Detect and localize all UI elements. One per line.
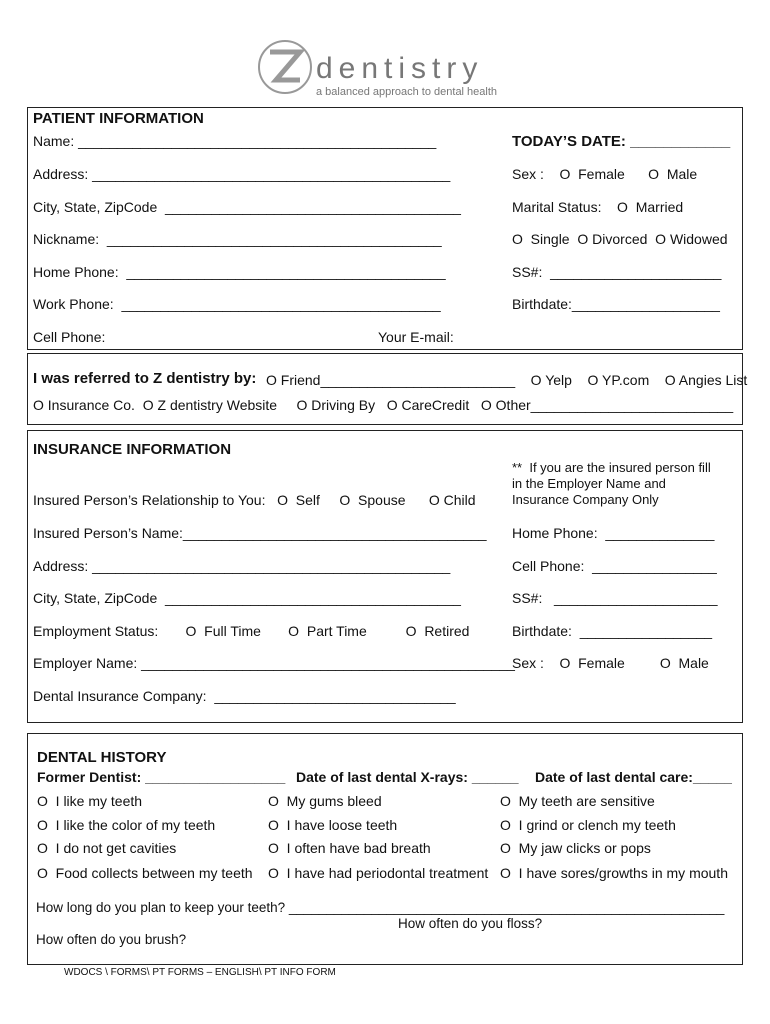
history-option-food-collects[interactable]: O Food collects between my teeth [37,865,253,881]
insured-name-field[interactable]: Insured Person’s Name:_______________________________________ [33,525,487,541]
history-option-like-color[interactable]: O I like the color of my teeth [37,817,216,833]
referral-heading: I was referred to Z dentistry by: [33,370,257,387]
former-dentist-field[interactable]: Former Dentist: __________________ [37,769,286,785]
insured-address-field[interactable]: Address: ______________________________________________ [33,558,451,574]
history-option-loose-teeth[interactable]: O I have loose teeth [268,817,398,833]
last-care-field[interactable]: Date of last dental care:_____ [535,769,732,785]
patient-info-heading: PATIENT INFORMATION [33,110,204,127]
insured-ssn-field[interactable]: SS#: _____________________ [512,590,718,606]
nickname-field[interactable]: Nickname: ___________________________________________ [33,231,442,247]
keep-teeth-field[interactable]: How long do you plan to keep your teeth? __________________________________________________________ [36,900,725,915]
brush-field[interactable]: How often do you brush? [36,932,187,947]
history-option-like-teeth[interactable]: O I like my teeth [37,793,143,809]
insurance-note-line3: Insurance Company Only [512,492,659,507]
insurance-info-heading: INSURANCE INFORMATION [33,441,232,458]
referral-options-line1[interactable]: O Friend_________________________ O Yelp O YP.com O Angies List [266,372,748,388]
referral-options-line2[interactable]: O Insurance Co. O Z dentistry Website O Driving By O CareCredit O Other__________________________ [33,397,734,413]
employer-name-field[interactable]: Employer Name: ________________________________________________ [33,655,515,671]
history-option-no-cavities[interactable]: O I do not get cavities [37,840,177,856]
logo-wordmark: dentistry [316,52,484,85]
home-phone-field[interactable]: Home Phone: _________________________________________ [33,264,446,280]
insured-birthdate-field[interactable]: Birthdate: _________________ [512,623,713,639]
insured-city-field[interactable]: City, State, ZipCode ______________________________________ [33,590,461,606]
history-option-gums-bleed[interactable]: O My gums bleed [268,793,382,809]
insured-cell-phone-field[interactable]: Cell Phone: ________________ [512,558,717,574]
dental-insurance-company-field[interactable]: Dental Insurance Company: _______________________________ [33,688,456,704]
marital-status-married[interactable]: Marital Status: O Married [512,199,684,215]
footer-doc-path: WDOCS \ FORMS\ PT FORMS – ENGLISH\ PT INFO FORM [64,967,336,978]
insured-relationship-options[interactable]: Insured Person’s Relationship to You: O Self O Spouse O Child [33,492,476,508]
dental-history-heading: DENTAL HISTORY [37,749,167,766]
employment-status-options[interactable]: Employment Status: O Full Time O Part Time O Retired [33,623,470,639]
email-field[interactable]: Your E-mail: [378,329,454,345]
referral-section [27,353,743,425]
history-option-sensitive[interactable]: O My teeth are sensitive [500,793,655,809]
cell-phone-field[interactable]: Cell Phone: [33,329,106,345]
insured-home-phone-field[interactable]: Home Phone: ______________ [512,525,715,541]
history-option-jaw-clicks[interactable]: O My jaw clicks or pops [500,840,651,856]
insurance-note-line2: in the Employer Name and [512,476,666,491]
insured-sex-options[interactable]: Sex : O Female O Male [512,655,709,671]
history-option-bad-breath[interactable]: O I often have bad breath [268,840,431,856]
logo-tagline: a balanced approach to dental health [316,86,498,98]
history-option-periodontal[interactable]: O I have had periodontal treatment [268,865,489,881]
floss-field[interactable]: How often do you floss? [398,916,543,931]
patient-address-field[interactable]: Address: ______________________________________________ [33,166,451,182]
marital-status-options[interactable]: O Single O Divorced O Widowed [512,231,728,247]
history-option-grind[interactable]: O I grind or clench my teeth [500,817,676,833]
patient-name-field[interactable]: Name: ______________________________________________ [33,133,437,149]
last-xray-field[interactable]: Date of last dental X-rays: ______ [296,769,519,785]
insurance-note-line1: ** If you are the insured person fill [512,460,711,475]
birthdate-field[interactable]: Birthdate:___________________ [512,296,720,312]
z-logo-icon [256,38,314,96]
history-option-sores[interactable]: O I have sores/growths in my mouth [500,865,728,881]
patient-city-field[interactable]: City, State, ZipCode ______________________________________ [33,199,461,215]
ssn-field[interactable]: SS#: ______________________ [512,264,722,280]
patient-sex-options[interactable]: Sex : O Female O Male [512,166,698,182]
todays-date-field[interactable]: TODAY’S DATE: ____________ [512,133,731,150]
work-phone-field[interactable]: Work Phone: _________________________________________ [33,296,441,312]
